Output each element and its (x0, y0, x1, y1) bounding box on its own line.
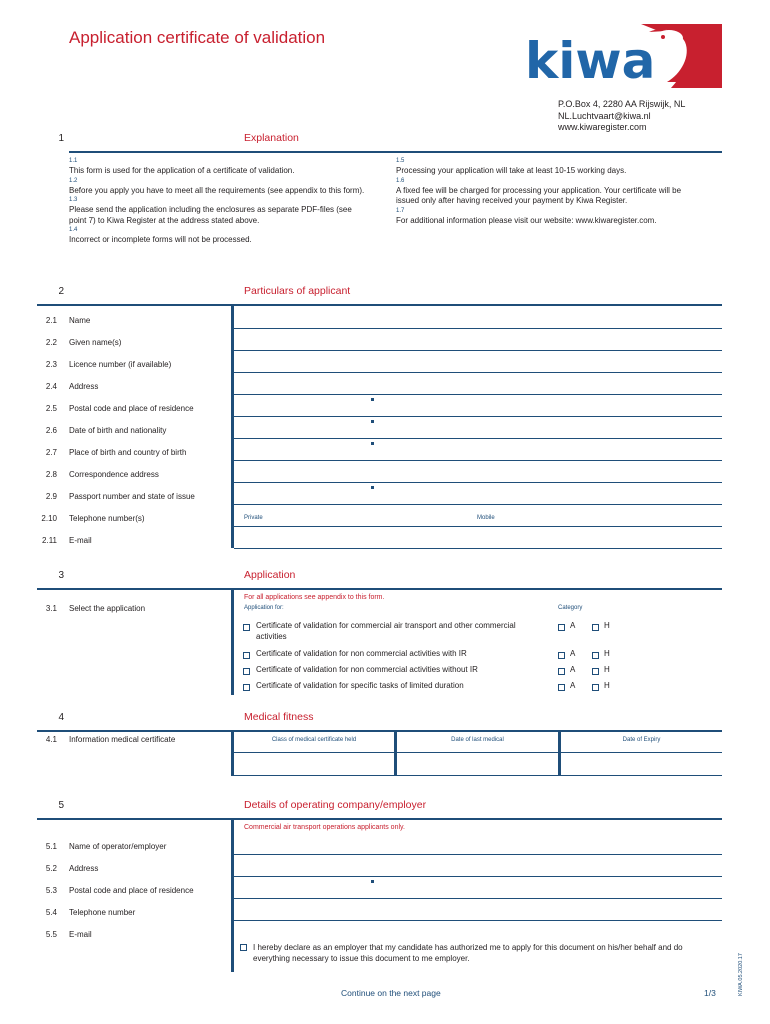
applicant-row-label: Place of birth and country of birth (69, 448, 187, 457)
address-block (558, 99, 685, 134)
section-5-title: Details of operating company/employer (244, 799, 427, 811)
item-number: 1.5 (396, 158, 405, 164)
category-label: A (570, 665, 576, 674)
field-underline (234, 504, 722, 505)
section-2-number: 2 (58, 286, 64, 297)
medical-col-header: Class of medical certificate held (271, 737, 357, 743)
field-underline (234, 526, 722, 527)
category-label: A (570, 621, 576, 630)
category-label: A (570, 681, 576, 690)
row-number: 3.1 (45, 604, 57, 613)
section-2-rule (37, 304, 722, 306)
application-option-label: Certificate of validation for commercial air transport and other commercial activities (256, 621, 516, 641)
application-for-label: Application for: (244, 605, 284, 611)
row-number: 2.9 (45, 492, 57, 501)
employer-field[interactable] (236, 879, 720, 898)
field-underline (234, 876, 722, 877)
application-option-label: Certificate of validation for non commercial activities with IR (256, 649, 467, 658)
section-4-number: 4 (58, 712, 64, 723)
row-number: 5.1 (45, 842, 57, 851)
employer-field[interactable] (236, 923, 720, 942)
field-underline (234, 416, 722, 417)
category-label: H (604, 621, 610, 630)
category-a-checkbox[interactable] (558, 624, 565, 631)
private-label: Private (244, 515, 263, 521)
medical-last-date-field[interactable] (399, 754, 555, 774)
declaration-text: I hereby declare as an employer that my candidate has authorized me to apply for this document on his/her behalf and do everything necessary to issue this document to me employer. (253, 943, 683, 963)
applicant-field[interactable] (236, 441, 720, 460)
applicant-row-label: Postal code and place of residence (69, 404, 194, 413)
category-a-checkbox[interactable] (558, 684, 565, 691)
item-text: Processing your application will take at least 10-15 working days. (396, 166, 627, 175)
applicant-field[interactable] (236, 331, 720, 350)
application-note: For all applications see appendix to this form. (244, 594, 385, 601)
section-4-title: Medical fitness (244, 711, 314, 723)
row-number: 2.6 (45, 426, 57, 435)
item-number: 1.3 (69, 197, 78, 203)
applicant-field-bar (231, 306, 234, 548)
website-line: www.kiwaregister.com (558, 122, 647, 132)
item-text: Please send the application including the enclosures as separate PDF-files (see point 7) to Kiwa Register at the address stated above. (69, 205, 352, 225)
medical-info-label: Information medical certificate (69, 735, 176, 744)
applicant-row-label: Address (69, 382, 99, 391)
application-option-checkbox[interactable] (243, 652, 250, 659)
item-text: This form is used for the application of a certificate of validation. (69, 166, 295, 175)
field-underline (234, 460, 722, 461)
category-h-checkbox[interactable] (592, 652, 599, 659)
explanation-right (396, 157, 706, 226)
category-label: Category (558, 605, 583, 611)
field-underline (234, 394, 722, 395)
applicant-field[interactable] (236, 353, 720, 372)
field-underline (234, 920, 722, 921)
section-4-rule (37, 730, 722, 732)
employer-row-label: Postal code and place of residence (69, 886, 194, 895)
employer-field[interactable] (236, 835, 720, 854)
category-label: H (604, 649, 610, 658)
row-number: 2.11 (42, 536, 57, 545)
employer-row-label: Address (69, 864, 99, 873)
row-number: 2.3 (45, 360, 57, 369)
application-option-checkbox[interactable] (243, 668, 250, 675)
section-2-title: Particulars of applicant (244, 285, 351, 297)
employer-row-label: Telephone number (69, 908, 136, 917)
applicant-field[interactable] (236, 419, 720, 438)
continue-note: Continue on the next page (341, 988, 441, 998)
field-underline (234, 482, 722, 483)
row-number: 2.4 (45, 382, 57, 391)
row-number: 5.4 (45, 908, 57, 917)
address-line: P.O.Box 4, 2280 AA Rijswijk, NL (558, 99, 686, 109)
applicant-row-label: E-mail (69, 536, 92, 545)
field-underline (234, 548, 722, 549)
applicant-field[interactable] (236, 529, 720, 548)
section-1-rule (69, 151, 722, 153)
field-underline (234, 350, 722, 351)
employer-row-label: Name of operator/employer (69, 842, 167, 851)
applicant-field[interactable] (236, 397, 720, 416)
category-a-checkbox[interactable] (558, 652, 565, 659)
application-option-checkbox[interactable] (243, 684, 250, 691)
section-5-rule (37, 818, 722, 820)
medical-header-line (234, 752, 722, 753)
category-a-checkbox[interactable] (558, 668, 565, 675)
application-option-checkbox[interactable] (243, 624, 250, 631)
applicant-row-label: Name (69, 316, 91, 325)
employer-field[interactable] (236, 857, 720, 876)
medical-expiry-field[interactable] (563, 754, 719, 774)
field-underline (234, 854, 722, 855)
employer-field-bar (231, 820, 234, 972)
row-number: 2.8 (45, 470, 57, 479)
form-code: KIWA.05.2020.17 (738, 953, 744, 996)
item-text: Incorrect or incomplete forms will not be processed. (69, 235, 252, 244)
application-option-label: Certificate of validation for non commercial activities without IR (256, 665, 478, 674)
field-divider (371, 880, 374, 883)
category-label: H (604, 665, 610, 674)
explanation-left (69, 157, 369, 246)
item-number: 1.7 (396, 207, 405, 214)
item-number: 1.6 (396, 177, 405, 184)
row-number: 5.3 (45, 886, 57, 895)
applicant-row-label: Passport number and state of issue (69, 492, 195, 501)
field-underline (234, 328, 722, 329)
application-field-bar (231, 590, 234, 695)
kiwa-logo (521, 22, 722, 88)
employer-note: Commercial air transport operations applicants only. (244, 824, 405, 831)
section-5-number: 5 (58, 800, 64, 811)
field-divider (371, 420, 374, 423)
applicant-row-label: Given name(s) (69, 338, 122, 347)
field-divider (371, 442, 374, 445)
medical-col-header: Date of Expiry (622, 737, 661, 743)
section-3-rule (37, 588, 722, 590)
svg-text:kiwa: kiwa (525, 32, 656, 88)
row-number: 2.2 (45, 338, 57, 347)
row-number: 5.2 (45, 864, 57, 873)
field-divider (371, 398, 374, 401)
section-1-number: 1 (58, 133, 64, 144)
applicant-field[interactable] (236, 463, 720, 482)
row-number: 2.5 (45, 404, 57, 413)
application-option-label: Certificate of validation for specific tasks of limited duration (256, 681, 464, 690)
page-number: 1/3 (704, 988, 716, 998)
applicant-row-label: Telephone number(s) (69, 514, 145, 523)
employer-declaration[interactable] (240, 943, 720, 964)
category-label: H (604, 681, 610, 690)
medical-class-field[interactable] (236, 754, 392, 774)
row-number: 5.5 (45, 930, 57, 939)
category-h-checkbox[interactable] (592, 684, 599, 691)
declaration-checkbox[interactable] (240, 944, 247, 951)
page-title: Application certificate of validation (69, 28, 326, 47)
row-number: 2.10 (41, 514, 57, 523)
field-underline (234, 898, 722, 899)
applicant-row-label: Date of birth and nationality (69, 426, 167, 435)
item-number: 1.4 (69, 227, 78, 233)
employer-row-label: E-mail (69, 930, 92, 939)
category-h-checkbox[interactable] (592, 668, 599, 675)
item-text: A fixed fee will be charged for processing your application. Your certificate will be issued only after having received your payment by Kiwa Register. (396, 185, 682, 205)
applicant-row-label: Licence number (if available) (69, 360, 172, 369)
category-label: A (570, 649, 576, 658)
item-number: 1.1 (69, 158, 78, 164)
applicant-field[interactable] (236, 375, 720, 394)
employer-field[interactable] (236, 901, 720, 920)
item-text: Before you apply you have to meet all the requirements (see appendix to this form). (69, 185, 365, 195)
applicant-field[interactable] (236, 309, 720, 328)
field-underline (234, 438, 722, 439)
medical-bottom-line (234, 775, 722, 776)
applicant-field[interactable] (236, 485, 720, 504)
category-h-checkbox[interactable] (592, 624, 599, 631)
item-number: 1.2 (69, 177, 78, 184)
select-application-label: Select the application (69, 604, 146, 613)
medical-col-header: Date of last medical (451, 737, 504, 743)
mobile-label: Mobile (477, 515, 495, 521)
item-text: For additional information please visit our website: www.kiwaregister.com. (396, 215, 657, 225)
row-number: 2.7 (45, 448, 57, 457)
field-underline (234, 372, 722, 373)
applicant-row-label: Correspondence address (69, 470, 159, 479)
section-3-number: 3 (58, 570, 64, 581)
row-number: 2.1 (45, 316, 57, 325)
row-number: 4.1 (45, 735, 57, 744)
email-line: NL.Luchtvaart@kiwa.nl (558, 110, 651, 121)
section-1-title: Explanation (244, 132, 299, 144)
section-3-title: Application (244, 569, 296, 581)
field-divider (371, 486, 374, 489)
